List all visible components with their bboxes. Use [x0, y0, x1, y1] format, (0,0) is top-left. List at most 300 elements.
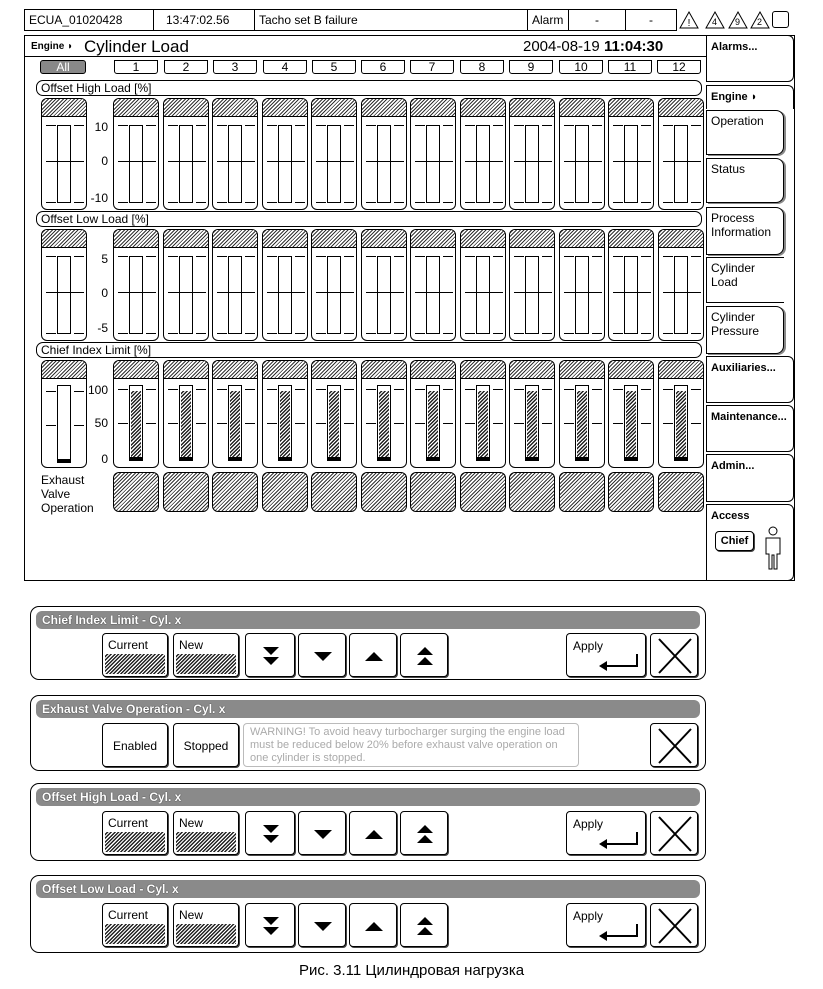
gauge-tick [366, 161, 404, 162]
gauge-tick [295, 256, 305, 257]
gauge-tick [394, 423, 404, 424]
gauge-bar [624, 385, 638, 461]
menu-process-information[interactable] [706, 207, 784, 255]
gauge-tick [415, 202, 425, 203]
high-current-button[interactable] [102, 811, 168, 855]
gauge-baseline [476, 457, 490, 460]
gauge-tick [514, 423, 524, 424]
gauge-bar [525, 385, 539, 461]
axis-chief-bottom: 0 [101, 452, 108, 466]
chief-up-button[interactable] [349, 633, 397, 677]
high-fast-down-button[interactable] [245, 811, 295, 855]
gauge-high-cyl-1[interactable] [113, 98, 159, 210]
axis-chief-mid: 50 [94, 416, 108, 430]
menu-maintenance[interactable] [706, 405, 794, 452]
gauge-tick [196, 202, 206, 203]
gauge-tick [465, 161, 503, 162]
gauge-cap [461, 230, 505, 248]
gauge-cap [362, 361, 406, 379]
gauge-chief-all[interactable] [41, 360, 87, 468]
exhaust-valve-cyl-11[interactable] [608, 472, 654, 512]
gauge-high-cyl-4[interactable] [262, 98, 308, 210]
low-current-hatch [105, 924, 165, 944]
alarm-message[interactable]: Tacho set B failure [254, 9, 528, 31]
tab-cylinder-6[interactable]: 6 [361, 60, 405, 74]
gauge-tick [691, 202, 701, 203]
gauge-low-all[interactable] [41, 229, 87, 341]
gauge-tick [564, 292, 602, 293]
gauge-tick [168, 202, 178, 203]
gauge-low-cyl-9[interactable] [509, 229, 555, 341]
gauge-fill [428, 391, 438, 459]
gauge-tick [415, 292, 453, 293]
double-chevron-up-icon [401, 812, 449, 856]
gauge-tick [415, 256, 425, 257]
gauge-bar [377, 256, 391, 334]
gauge-cap [609, 230, 653, 248]
gauge-tick [316, 125, 326, 126]
gauge-low-cyl-11[interactable] [608, 229, 654, 341]
gauge-fill [181, 391, 191, 459]
gauge-tick [46, 292, 84, 293]
gauge-tick [443, 423, 453, 424]
gauge-tick [613, 389, 623, 390]
low-apply-label: Apply [573, 909, 604, 923]
chief-fast-up-button[interactable] [400, 633, 448, 677]
high-apply-button[interactable] [566, 811, 646, 855]
axis-high-mid: 0 [101, 154, 108, 168]
gauge-bar [426, 256, 440, 334]
gauge-cap [42, 230, 86, 248]
high-new-button[interactable] [173, 811, 239, 855]
gauge-fill [280, 391, 290, 459]
warning-triangle-icon [678, 10, 700, 30]
gauge-tick [316, 256, 326, 257]
alarm-dash-2: - [625, 9, 677, 31]
gauge-high-all[interactable] [41, 98, 87, 210]
gauge-chief-cyl-7[interactable] [410, 360, 456, 468]
gauge-cap [42, 99, 86, 117]
gauge-bar [228, 125, 242, 203]
gauge-baseline [228, 457, 242, 460]
menu-status[interactable] [706, 158, 784, 203]
user-person-icon [762, 525, 784, 571]
gauge-tick [514, 202, 524, 203]
gauge-tick [691, 333, 701, 334]
menu-process-label-2: Information [711, 225, 772, 239]
gauge-tick [641, 423, 651, 424]
gauge-tick [366, 125, 376, 126]
gauge-low-cyl-7[interactable] [410, 229, 456, 341]
exhaust-valve-cyl-4[interactable] [262, 472, 308, 512]
menu-admin[interactable] [706, 454, 794, 502]
exhaust-valve-cyl-3[interactable] [212, 472, 258, 512]
gauge-tick [663, 423, 673, 424]
double-chevron-down-icon [246, 904, 296, 948]
gauge-tick [514, 125, 524, 126]
gauge-cap [164, 361, 208, 379]
gauge-tick [196, 423, 206, 424]
gauge-tick [46, 256, 56, 257]
exhaust-valve-cyl-2[interactable] [163, 472, 209, 512]
gauge-tick [443, 389, 453, 390]
low-down-button[interactable] [298, 903, 346, 947]
alarm-count-icon [704, 10, 726, 30]
low-apply-button[interactable] [566, 903, 646, 947]
gauge-tick [146, 125, 156, 126]
exhaust-close-button[interactable] [650, 723, 698, 767]
chief-apply-button[interactable] [566, 633, 646, 677]
gauge-tick [168, 333, 178, 334]
gauge-chief-cyl-11[interactable] [608, 360, 654, 468]
menu-alarms[interactable] [706, 35, 794, 82]
gauge-high-cyl-11[interactable] [608, 98, 654, 210]
gauge-low-cyl-5[interactable] [311, 229, 357, 341]
menu-engine[interactable] [706, 85, 794, 109]
gauge-tick [295, 125, 305, 126]
gauge-baseline [674, 457, 688, 460]
gauge-cap [411, 230, 455, 248]
gauge-cap [213, 99, 257, 117]
gauge-tick [316, 161, 354, 162]
gauge-chief-cyl-6[interactable] [361, 360, 407, 468]
low-new-button[interactable] [173, 903, 239, 947]
chevron-down-icon [299, 634, 347, 678]
gauge-tick [46, 425, 56, 426]
gauge-tick [613, 333, 623, 334]
access-level-chief[interactable]: Chief [715, 531, 754, 551]
gauge-tick [344, 256, 354, 257]
gauge-chief-cyl-1[interactable] [113, 360, 159, 468]
gauge-tick [366, 333, 376, 334]
menu-cylinder-pressure-label-1: Cylinder [711, 310, 756, 324]
menu-engine-label: Engine ◗ [711, 91, 758, 103]
gauge-baseline [327, 457, 341, 460]
gauge-cap [42, 361, 86, 379]
gauge-tick [592, 202, 602, 203]
gauge-tick [641, 333, 651, 334]
exhaust-valve-cyl-12[interactable] [658, 472, 704, 512]
axis-low-bottom: -5 [97, 321, 108, 335]
gauge-bar [179, 385, 193, 461]
high-close-button[interactable] [650, 811, 698, 855]
gauge-tick [564, 389, 574, 390]
gauge-bar [179, 256, 193, 334]
gauge-tick [118, 389, 128, 390]
gauge-high-cyl-10[interactable] [559, 98, 605, 210]
exhaust-enabled-button[interactable]: Enabled [102, 723, 168, 767]
gauge-high-cyl-3[interactable] [212, 98, 258, 210]
figure-caption: Рис. 3.11 Цилиндровая нагрузка [298, 962, 525, 979]
gauge-high-cyl-6[interactable] [361, 98, 407, 210]
gauge-bar [179, 125, 193, 203]
ev-label-3: Operation [41, 501, 94, 515]
gauge-tick [168, 125, 178, 126]
gauge-tick [465, 292, 503, 293]
gauge-cap [362, 99, 406, 117]
gauge-tick [592, 423, 602, 424]
gauge-tick [691, 256, 701, 257]
gauge-tick [245, 256, 255, 257]
gauge-tick [146, 423, 156, 424]
low-current-button[interactable] [102, 903, 168, 947]
gauge-low-cyl-2[interactable] [163, 229, 209, 341]
header-date: 2004-08-19 [523, 38, 600, 55]
low-fast-up-button[interactable] [400, 903, 448, 947]
gauge-tick [514, 333, 524, 334]
gauge-tick [564, 161, 602, 162]
gauge-cap [114, 230, 158, 248]
gauge-cap [461, 99, 505, 117]
gauge-bar [377, 125, 391, 203]
tab-all[interactable]: All [40, 60, 86, 74]
gauge-chief-cyl-3[interactable] [212, 360, 258, 468]
gauge-bar [228, 256, 242, 334]
gauge-low-cyl-12[interactable] [658, 229, 704, 341]
menu-cylinder-pressure-label-2: Pressure [711, 324, 760, 338]
gauge-tick [168, 256, 178, 257]
gauge-tick [542, 256, 552, 257]
gauge-bar [278, 125, 292, 203]
gauge-fill [527, 391, 537, 459]
chief-fast-down-button[interactable] [245, 633, 295, 677]
gauge-tick [295, 423, 305, 424]
gauge-bar [129, 385, 143, 461]
gauge-low-cyl-3[interactable] [212, 229, 258, 341]
tab-cylinder-2[interactable]: 2 [164, 60, 208, 74]
gauge-tick [146, 202, 156, 203]
gauge-tick [542, 125, 552, 126]
gauge-high-cyl-2[interactable] [163, 98, 209, 210]
status-time: 13:47:02.56 [153, 9, 255, 31]
gauge-tick [366, 423, 376, 424]
gauge-tick [613, 125, 623, 126]
gauge-high-cyl-7[interactable] [410, 98, 456, 210]
high-up-button[interactable] [349, 811, 397, 855]
chief-new-button[interactable] [173, 633, 239, 677]
gauge-tick [493, 256, 503, 257]
gauge-tick [74, 333, 84, 334]
exhaust-valve-cyl-7[interactable] [410, 472, 456, 512]
gauge-low-cyl-10[interactable] [559, 229, 605, 341]
gauge-bar [624, 125, 638, 203]
gauge-tick [217, 256, 227, 257]
menu-cylinder-load-label-2: Load [711, 275, 738, 289]
gauge-tick [168, 423, 178, 424]
header-clock: 11:04:30 [604, 38, 664, 55]
menu-operation[interactable] [706, 110, 784, 155]
gauge-tick [316, 389, 326, 390]
gauge-tick [316, 292, 354, 293]
gauge-chief-cyl-12[interactable] [658, 360, 704, 468]
chief-index-panel-title: Chief Index Limit - Cyl. x [36, 611, 700, 629]
tab-cylinder-11[interactable]: 11 [608, 60, 652, 74]
gauge-tick [316, 423, 326, 424]
exhaust-stopped-button[interactable]: Stopped [173, 723, 239, 767]
tab-cylinder-3[interactable]: 3 [213, 60, 257, 74]
gauge-tick [415, 161, 453, 162]
gauge-bar [278, 385, 292, 461]
chevron-up-icon [350, 904, 398, 948]
gauge-tick [613, 292, 651, 293]
engine-breadcrumb: Engine ◗ [31, 41, 74, 52]
gauge-bar [525, 125, 539, 203]
gauge-cap [114, 361, 158, 379]
gauge-tick [267, 202, 277, 203]
gauge-tick [46, 161, 84, 162]
gauge-baseline [129, 457, 143, 460]
high-fast-up-button[interactable] [400, 811, 448, 855]
gauge-baseline [278, 457, 292, 460]
gauge-tick [564, 125, 574, 126]
gauge-tick [493, 423, 503, 424]
gauge-tick [394, 125, 404, 126]
low-current-label: Current [108, 908, 149, 922]
gauge-tick [267, 161, 305, 162]
ev-label-2: Valve [41, 487, 71, 501]
gauge-cap [362, 230, 406, 248]
low-new-label: New [179, 908, 204, 922]
enter-arrow-icon [597, 652, 641, 672]
gauge-tick [415, 423, 425, 424]
menu-cylinder-load[interactable] [706, 257, 784, 303]
warning-count-icon [727, 10, 749, 30]
menu-cylinder-load-label-1: Cylinder [711, 261, 756, 275]
gauge-chief-cyl-4[interactable] [262, 360, 308, 468]
gauge-high-cyl-5[interactable] [311, 98, 357, 210]
menu-cylinder-pressure[interactable] [706, 306, 784, 354]
gauge-tick [46, 202, 56, 203]
chief-close-button[interactable] [650, 633, 698, 677]
exhaust-valve-cyl-5[interactable] [311, 472, 357, 512]
gauge-high-cyl-8[interactable] [460, 98, 506, 210]
menu-auxiliaries[interactable] [706, 356, 794, 403]
gauge-cap [164, 230, 208, 248]
gauge-tick [118, 202, 128, 203]
gauge-tick [592, 389, 602, 390]
gauge-tick [564, 333, 574, 334]
gauge-chief-cyl-2[interactable] [163, 360, 209, 468]
gauge-chief-cyl-10[interactable] [559, 360, 605, 468]
gauge-high-cyl-9[interactable] [509, 98, 555, 210]
low-close-button[interactable] [650, 903, 698, 947]
gauge-chief-cyl-8[interactable] [460, 360, 506, 468]
gauge-tick [118, 292, 156, 293]
gauge-tick [691, 389, 701, 390]
alarm-count: 4 [712, 17, 718, 27]
tab-cylinder-12[interactable]: 12 [657, 60, 701, 74]
offset-high-panel-title: Offset High Load - Cyl. x [36, 788, 700, 806]
low-new-hatch [176, 924, 236, 944]
tab-cylinder-10[interactable]: 10 [559, 60, 603, 74]
gauge-cap [510, 230, 554, 248]
gauge-tick [344, 202, 354, 203]
exhaust-valve-cyl-8[interactable] [460, 472, 506, 512]
chief-down-button[interactable] [298, 633, 346, 677]
exhaust-valve-cyl-1[interactable] [113, 472, 159, 512]
info-count: 2 [757, 17, 763, 27]
tab-cylinder-8[interactable]: 8 [460, 60, 504, 74]
exhaust-valve-cyl-9[interactable] [509, 472, 555, 512]
double-chevron-up-icon [401, 634, 449, 678]
gauge-cap [510, 99, 554, 117]
low-fast-down-button[interactable] [245, 903, 295, 947]
gauge-low-cyl-4[interactable] [262, 229, 308, 341]
gauge-tick [344, 389, 354, 390]
gauge-tick [443, 202, 453, 203]
gauge-bar [575, 125, 589, 203]
gauge-chief-cyl-5[interactable] [311, 360, 357, 468]
tab-cylinder-4[interactable]: 4 [263, 60, 307, 74]
close-icon [651, 634, 699, 678]
chevron-down-icon [299, 904, 347, 948]
gauge-tick [217, 292, 255, 293]
chief-new-label: New [179, 638, 204, 652]
gauge-tick [663, 292, 701, 293]
gauge-fill [230, 391, 240, 459]
gauge-chief-cyl-9[interactable] [509, 360, 555, 468]
acknowledge-box[interactable] [772, 11, 789, 28]
gauge-high-cyl-12[interactable] [658, 98, 704, 210]
gauge-cap [560, 230, 604, 248]
gauge-cap [312, 230, 356, 248]
gauge-tick [542, 333, 552, 334]
exhaust-warning-text: WARNING! To avoid heavy turbocharger surging the engine load must be reduced below 20% before exhaust valve operation on one cylinder is stopped. [243, 723, 579, 767]
gauge-tick [74, 391, 84, 392]
gauge-tick [465, 333, 475, 334]
gauge-tick [366, 256, 376, 257]
gauge-fill [379, 391, 389, 459]
gauge-bar [426, 385, 440, 461]
gauge-bar [327, 125, 341, 203]
gauge-low-cyl-8[interactable] [460, 229, 506, 341]
gauge-tick [146, 256, 156, 257]
gauge-tick [465, 423, 475, 424]
low-up-button[interactable] [349, 903, 397, 947]
gauge-tick [613, 202, 623, 203]
gauge-bar [327, 385, 341, 461]
gauge-bar [476, 125, 490, 203]
gauge-low-cyl-1[interactable] [113, 229, 159, 341]
gauge-low-cyl-6[interactable] [361, 229, 407, 341]
high-current-label: Current [108, 816, 149, 830]
close-icon [651, 812, 699, 856]
chief-apply-label: Apply [573, 639, 604, 653]
chief-new-hatch [176, 654, 236, 674]
gauge-tick [46, 125, 56, 126]
tab-cylinder-7[interactable]: 7 [410, 60, 454, 74]
alarm-dash-1: - [568, 9, 626, 31]
tab-cylinder-9[interactable]: 9 [509, 60, 553, 74]
menu-process-label-1: Process [711, 211, 755, 225]
gauge-tick [267, 423, 277, 424]
exhaust-valve-cyl-10[interactable] [559, 472, 605, 512]
tab-cylinder-1[interactable]: 1 [114, 60, 158, 74]
gauge-cap [263, 230, 307, 248]
chief-current-button[interactable] [102, 633, 168, 677]
exhaust-valve-cyl-6[interactable] [361, 472, 407, 512]
gauge-tick [267, 333, 277, 334]
gauge-tick [245, 125, 255, 126]
high-down-button[interactable] [298, 811, 346, 855]
tab-cylinder-5[interactable]: 5 [312, 60, 356, 74]
gauge-tick [267, 292, 305, 293]
gauge-tick [267, 389, 277, 390]
gauge-tick [514, 256, 524, 257]
gauge-tick [217, 333, 227, 334]
gauge-tick [344, 333, 354, 334]
double-chevron-down-icon [246, 812, 296, 856]
